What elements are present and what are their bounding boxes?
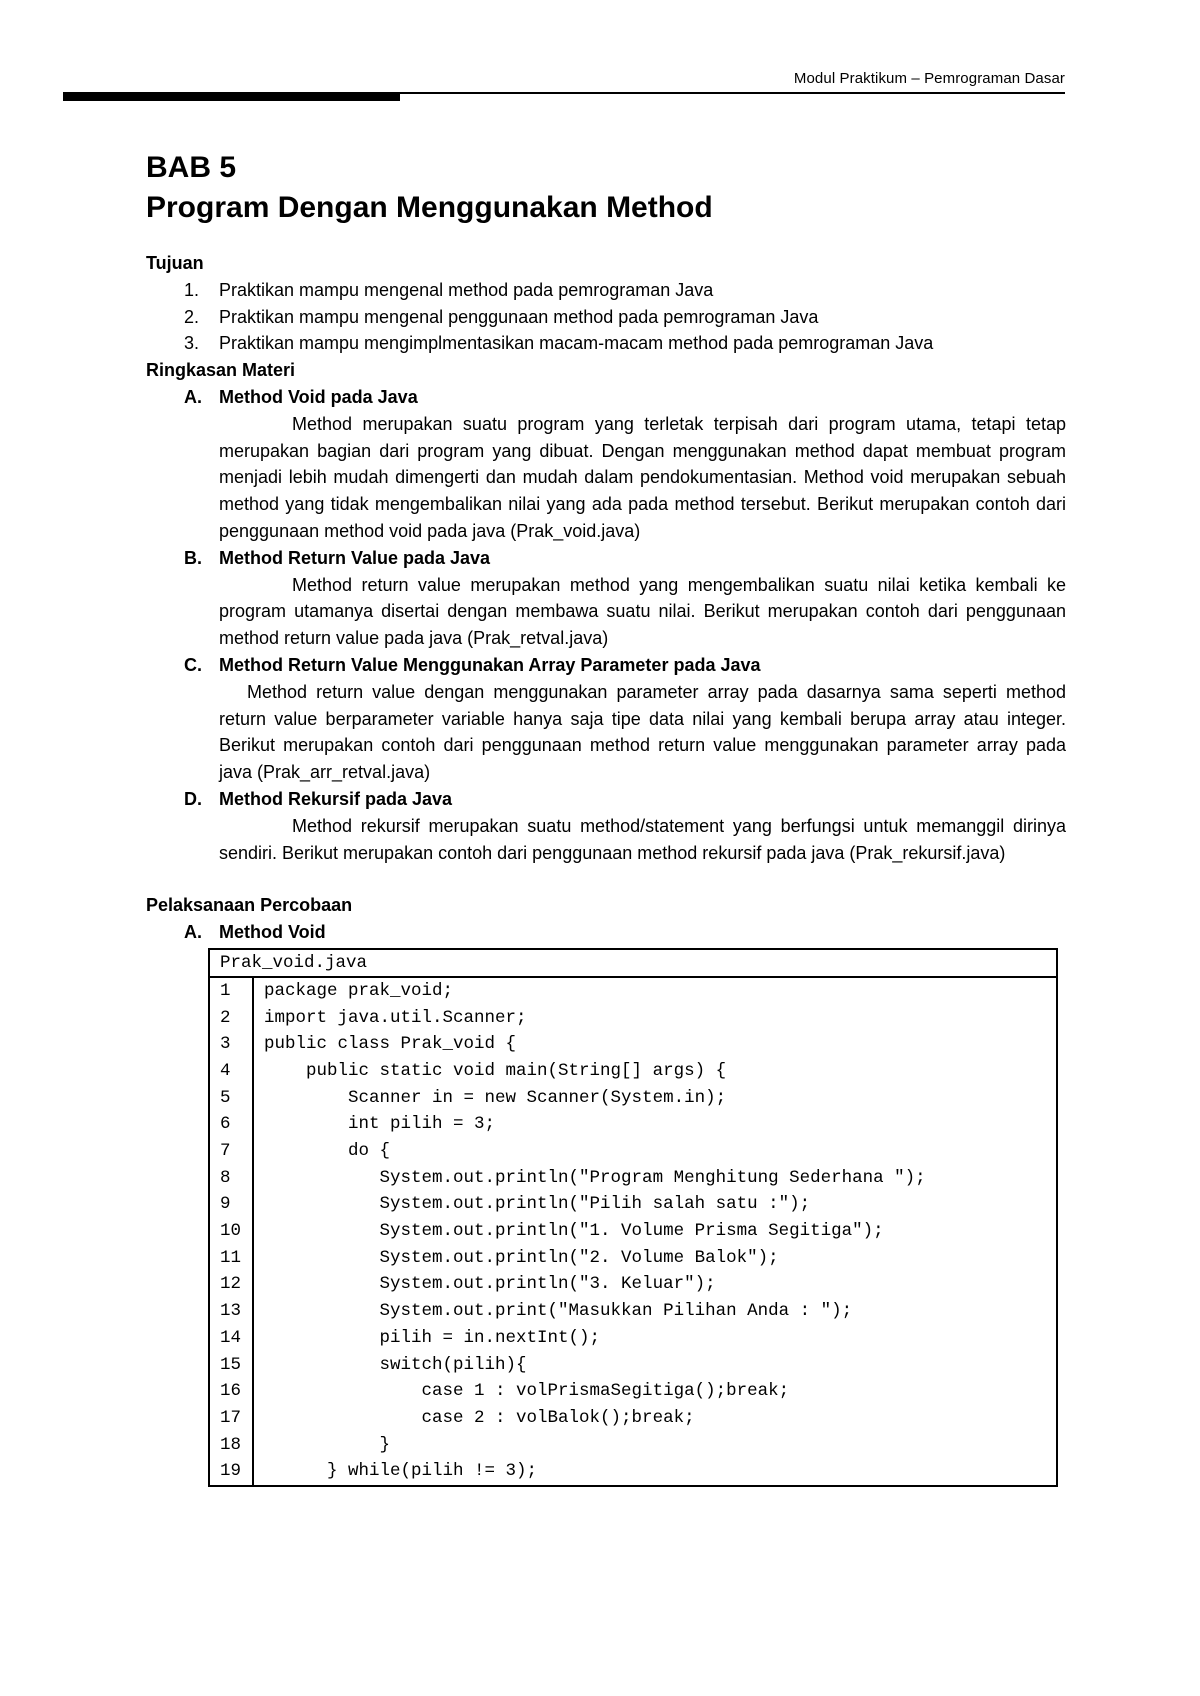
section-title: Method Return Value pada Java bbox=[219, 547, 491, 568]
line-number: 2 bbox=[210, 1005, 254, 1032]
code-line: System.out.println("Program Menghitung Sederhana "); bbox=[264, 1167, 926, 1188]
line-number: 12 bbox=[210, 1271, 254, 1298]
section-letter: A. bbox=[184, 386, 202, 407]
code-line: import java.util.Scanner; bbox=[264, 1007, 527, 1028]
line-number: 14 bbox=[210, 1325, 254, 1352]
line-number: 8 bbox=[210, 1165, 254, 1192]
section-body: Method return value dengan menggunakan parameter array pada dasarnya sama seperti method return value berparameter variable hanya saja tipe data nilai yang kembali berupa array atau integer. Berikut merupakan contoh dari penggunaan method return value menggunakan parameter array pada java (Prak_arr_retval.java) bbox=[219, 681, 1066, 783]
code-line: System.out.println("Pilih salah satu :"); bbox=[264, 1194, 811, 1215]
code-line: Scanner in = new Scanner(System.in); bbox=[264, 1087, 727, 1108]
code-row bbox=[210, 1138, 1056, 1165]
header-rule-accent bbox=[63, 92, 400, 101]
line-number: 13 bbox=[210, 1298, 254, 1325]
code-filename: Prak_void.java bbox=[210, 950, 1056, 978]
code-line: public class Prak_void { bbox=[264, 1034, 517, 1055]
code-line: int pilih = 3; bbox=[264, 1114, 496, 1135]
code-line: case 2 : volBalok();break; bbox=[264, 1407, 695, 1428]
code-row bbox=[210, 1271, 1056, 1298]
section-title: Method Rekursif pada Java bbox=[219, 788, 453, 809]
chapter-title: Program Dengan Menggunakan Method bbox=[146, 191, 713, 224]
code-line: pilih = in.nextInt(); bbox=[264, 1327, 601, 1348]
code-row bbox=[210, 1191, 1056, 1218]
code-row bbox=[210, 1378, 1056, 1405]
code-row bbox=[210, 1405, 1056, 1432]
pelaksanaan-section-a bbox=[146, 919, 1066, 946]
code-line: } while(pilih != 3); bbox=[264, 1461, 538, 1482]
pelaksanaan-heading: Pelaksanaan Percobaan bbox=[146, 895, 353, 916]
code-line: System.out.println("2. Volume Balok"); bbox=[264, 1247, 779, 1268]
code-body bbox=[210, 978, 1056, 1485]
ringkasan-heading: Ringkasan Materi bbox=[146, 360, 296, 381]
code-row bbox=[210, 1245, 1056, 1272]
code-row bbox=[210, 1058, 1056, 1085]
code-line: System.out.println("3. Keluar"); bbox=[264, 1274, 716, 1295]
line-number: 7 bbox=[210, 1138, 254, 1165]
list-text: Praktikan mampu mengimplmentasikan macam-macam method pada pemrograman Java bbox=[219, 333, 934, 354]
line-number: 11 bbox=[210, 1245, 254, 1272]
code-row bbox=[210, 1005, 1056, 1032]
section-title: Method Void pada Java bbox=[219, 386, 418, 407]
tujuan-item bbox=[146, 277, 1066, 304]
code-line: public static void main(String[] args) { bbox=[264, 1060, 727, 1081]
ringkasan-section-a bbox=[146, 384, 1066, 545]
list-text: Praktikan mampu mengenal method pada pemrograman Java bbox=[219, 279, 714, 300]
code-row bbox=[210, 1432, 1056, 1459]
code-row bbox=[210, 1352, 1056, 1379]
line-number: 10 bbox=[210, 1218, 254, 1245]
list-number: 1. bbox=[184, 279, 200, 300]
line-number: 15 bbox=[210, 1352, 254, 1379]
section-letter: C. bbox=[184, 654, 202, 675]
tujuan-item bbox=[146, 330, 1066, 357]
code-row bbox=[210, 1218, 1056, 1245]
section-title: Method Void bbox=[219, 922, 326, 943]
section-letter: D. bbox=[184, 788, 202, 809]
ringkasan-section-c bbox=[146, 652, 1066, 786]
ringkasan-section-d bbox=[146, 786, 1066, 866]
tujuan-item bbox=[146, 304, 1066, 331]
section-body: Method return value merupakan method yang mengembalikan suatu nilai ketika kembali ke program utamanya disertai dengan membawa suatu nilai. Berikut merupakan contoh dari penggunaan method return value pada java (Prak_retval.java) bbox=[219, 574, 1066, 649]
code-row bbox=[210, 1165, 1056, 1192]
list-text: Praktikan mampu mengenal penggunaan method pada pemrograman Java bbox=[219, 306, 819, 327]
code-line: } bbox=[264, 1434, 391, 1455]
code-row bbox=[210, 978, 1056, 1005]
tujuan-heading: Tujuan bbox=[146, 253, 204, 273]
chapter-number: BAB 5 bbox=[146, 151, 237, 184]
code-line: package prak_void; bbox=[264, 980, 454, 1001]
code-row bbox=[210, 1325, 1056, 1352]
line-number: 6 bbox=[210, 1111, 254, 1138]
section-body: Method rekursif merupakan suatu method/statement yang berfungsi untuk memanggil dirinya sendiri. Berikut merupakan contoh dari penggunaan method rekursif pada java (Prak_rekursif.java) bbox=[219, 815, 1066, 863]
code-row bbox=[210, 1031, 1056, 1058]
page-content bbox=[146, 148, 1066, 1487]
code-listing bbox=[208, 948, 1058, 1487]
line-number: 9 bbox=[210, 1191, 254, 1218]
section-letter: B. bbox=[184, 547, 202, 568]
section-body: Method merupakan suatu program yang terletak terpisah dari program utama, tetapi tetap merupakan bagian dari program yang dibuat. Dengan menggunakan method dapat membuat program menjadi lebih mudah dimengerti dan mudah dalam pendokumentasian. Method void merupakan sebuah method yang tidak mengembalikan nilai yang ada pada method tersebut. Berikut merupakan contoh dari penggunaan method void pada java (Prak_void.java) bbox=[219, 413, 1066, 541]
ringkasan-section-b bbox=[146, 545, 1066, 652]
line-number: 3 bbox=[210, 1031, 254, 1058]
code-row bbox=[210, 1111, 1056, 1138]
list-number: 2. bbox=[184, 306, 200, 327]
line-number: 18 bbox=[210, 1432, 254, 1459]
code-row bbox=[210, 1298, 1056, 1325]
code-row bbox=[210, 1085, 1056, 1112]
section-title: Method Return Value Menggunakan Array Parameter pada Java bbox=[219, 654, 761, 675]
list-number: 3. bbox=[184, 333, 200, 354]
code-line: System.out.println("1. Volume Prisma Segitiga"); bbox=[264, 1221, 884, 1242]
code-line: case 1 : volPrismaSegitiga();break; bbox=[264, 1381, 790, 1402]
line-number: 4 bbox=[210, 1058, 254, 1085]
tujuan-list bbox=[146, 277, 1066, 357]
line-number: 1 bbox=[210, 978, 254, 1005]
code-line: do { bbox=[264, 1141, 391, 1162]
code-line: System.out.print("Masukkan Pilihan Anda : "); bbox=[264, 1301, 853, 1322]
line-number: 19 bbox=[210, 1458, 254, 1485]
line-number: 16 bbox=[210, 1378, 254, 1405]
line-number: 5 bbox=[210, 1085, 254, 1112]
module-header-title: Modul Praktikum – Pemrograman Dasar bbox=[793, 70, 1065, 87]
line-number: 17 bbox=[210, 1405, 254, 1432]
section-letter: A. bbox=[184, 922, 202, 943]
code-row bbox=[210, 1458, 1056, 1485]
code-line: switch(pilih){ bbox=[264, 1354, 527, 1375]
